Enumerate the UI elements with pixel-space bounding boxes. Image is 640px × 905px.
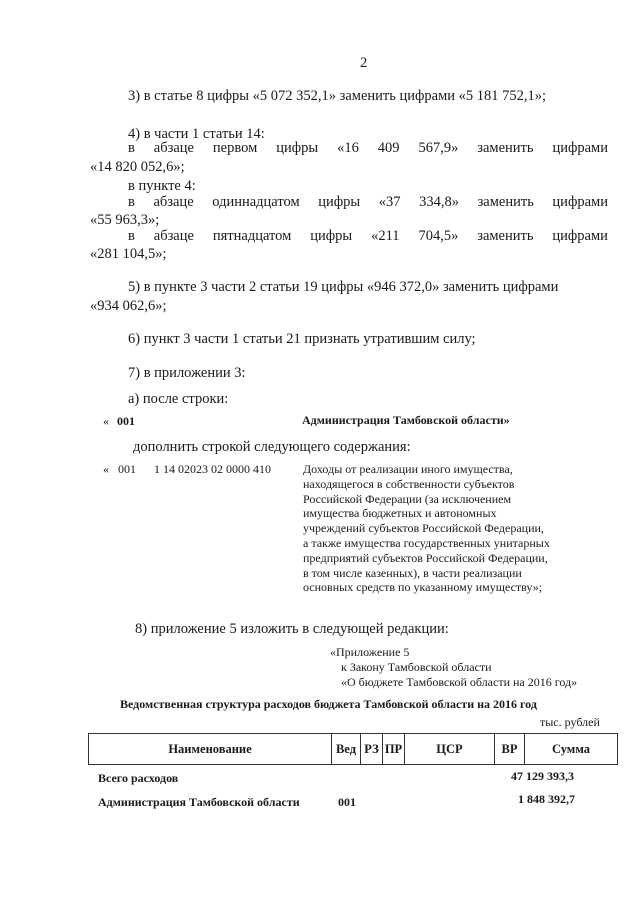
header-cell-sum: Сумма <box>552 741 590 756</box>
row2-quote: « <box>103 462 109 476</box>
word: «37 <box>378 194 401 210</box>
units-label: тыс. рублей <box>540 715 600 729</box>
appendix-line-3: «О бюджете Тамбовской области на 2016 год» <box>341 675 578 689</box>
word: абзаце <box>153 194 194 210</box>
word: 704,5» <box>418 228 459 244</box>
row2-desc-line: а также имущества государственных унитарных <box>303 535 550 550</box>
row2-desc-line: основных средств по указанному имуществу»; <box>303 580 543 595</box>
item-4-line-2: «14 820 052,6»; <box>90 159 185 175</box>
word: цифры <box>318 194 361 210</box>
word: заменить <box>477 194 534 210</box>
word: заменить <box>477 228 534 244</box>
table-header <box>88 733 618 765</box>
header-cell-csr: ЦСР <box>405 734 495 764</box>
word: одиннадцатом <box>212 194 300 210</box>
row1-quote: « <box>103 414 109 428</box>
appendix-line-1: «Приложение 5 <box>330 645 410 659</box>
item-4-line-3: в пункте 4: <box>128 178 196 194</box>
word: «211 <box>371 228 400 244</box>
row-total-name: Всего расходов <box>98 771 179 785</box>
word: 567,9» <box>418 140 459 156</box>
word: цифры <box>276 140 319 156</box>
row-admin-ved: 001 <box>338 795 356 809</box>
row-admin-sum: 1 848 392,7 <box>518 792 575 806</box>
word: цифрами <box>552 228 608 244</box>
row2-desc-line: предприятий субъектов Российской Федерации, <box>303 550 548 565</box>
word: первом <box>212 140 258 156</box>
table-title: Ведомственная структура расходов бюджета Тамбовской области на 2016 год <box>120 697 537 711</box>
row2-desc-line: Российской Федерации (за исключением <box>303 491 512 506</box>
header-cell-vr: ВР <box>495 734 525 764</box>
appendix-line-2: к Закону Тамбовской области <box>341 660 492 674</box>
row2-desc-line: в том числе казенных), в части реализации <box>303 565 522 580</box>
row1-name: Администрация Тамбовской области» <box>302 413 510 427</box>
item-4-line-5: «55 963,3»; <box>90 212 160 228</box>
word: в <box>128 140 135 156</box>
row2-desc-line: находящегося в собственности субъектов <box>303 476 515 491</box>
row2-kbk: 1 14 02023 02 0000 410 <box>154 462 271 476</box>
word: абзаце <box>153 228 194 244</box>
item-5-line-1: 5) в пункте 3 части 2 статьи 19 цифры «946 372,0» заменить цифрами <box>128 279 559 295</box>
item-4-line-4 <box>128 194 608 211</box>
row2-code: 001 <box>118 462 136 476</box>
header-cell-name: Наименование <box>89 734 332 764</box>
item-4-line-1 <box>128 140 608 157</box>
header-cell-ved: Вед <box>332 734 361 764</box>
item-5-line-2: «934 062,6»; <box>90 298 167 314</box>
word: цифрами <box>552 140 608 156</box>
item-7-a: а) после строки: <box>128 391 229 407</box>
item-6: 6) пункт 3 части 1 статьи 21 признать утратившим силу; <box>128 331 476 347</box>
item-4-head: 4) в части 1 статьи 14: <box>128 126 265 142</box>
item-4-line-6 <box>128 228 608 245</box>
item-4-line-7: «281 104,5»; <box>90 246 167 262</box>
item-7-head: 7) в приложении 3: <box>128 365 246 381</box>
word: абзаце <box>153 140 194 156</box>
word: «16 <box>337 140 359 156</box>
word: в <box>128 194 135 210</box>
row-total-sum: 47 129 393,3 <box>511 769 574 783</box>
header-cell-pr: ПР <box>383 734 405 764</box>
word: цифрами <box>552 194 608 210</box>
word: 409 <box>377 140 400 156</box>
word: пятнадцатом <box>212 228 292 244</box>
row2-desc-line: учреждений субъектов Российской Федерации, <box>303 521 544 536</box>
word: в <box>128 228 135 244</box>
page-number: 2 <box>360 55 368 71</box>
row2-desc-line: Доходы от реализации иного имущества, <box>303 462 513 476</box>
supplement-line: дополнить строкой следующего содержания: <box>133 439 411 455</box>
row2-desc-line: имущества бюджетных и автономных <box>303 506 497 521</box>
item-8: 8) приложение 5 изложить в следующей редакции: <box>135 621 449 637</box>
header-cell-rz: РЗ <box>361 734 383 764</box>
row1-code: 001 <box>117 414 135 428</box>
word: 334,8» <box>419 194 459 210</box>
row-admin-name: Администрация Тамбовской области <box>98 795 300 809</box>
word: заменить <box>477 140 534 156</box>
item-3: 3) в статье 8 цифры «5 072 352,1» заменить цифрами «5 181 752,1»; <box>128 88 547 104</box>
row2-description <box>303 462 550 595</box>
word: цифры <box>310 228 353 244</box>
